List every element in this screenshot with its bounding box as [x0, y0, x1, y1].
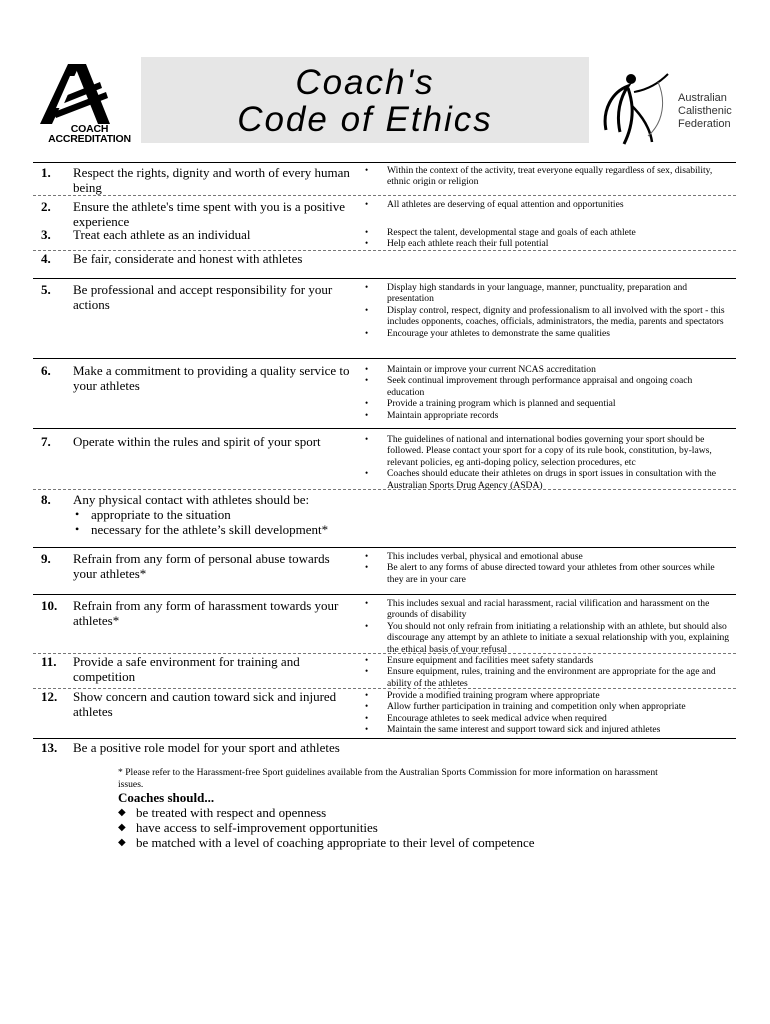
org-name-line2: Calisthenic — [678, 105, 732, 117]
ethics-row-13 — [33, 738, 736, 755]
bullet-item: • Display control, respect, dignity and professionalism to all involved with the sport - this includes opponents, coaches, officials, administrators, the media, parents and spectators — [365, 305, 731, 328]
coaches-should-item: ◆ be matched with a level of coaching appropriate to their level of competence — [118, 835, 535, 850]
ethics-row-9 — [33, 547, 736, 585]
ethics-row-7 — [33, 428, 736, 491]
row-number: 4. — [41, 251, 51, 266]
org-name-line1: Australian — [678, 92, 727, 104]
bullet-item: • Display high standards in your language, manner, punctuality, preparation and presentation — [365, 282, 731, 305]
row-bullets — [365, 551, 731, 585]
bullet-item: • Encourage athletes to seek medical advice when required — [365, 713, 731, 724]
bullet-item: • The guidelines of national and international bodies governing your sport should be followed. Please contact your sport for a copy of its rule book, constitution, by-laws, relevant policies, eg anti-doping policy, selection procedures, etc — [365, 434, 731, 468]
row-number: 1. — [41, 165, 51, 180]
logo-caption-coach: COACH — [70, 123, 109, 135]
logo-caption-accreditation: ACCREDITATION — [48, 133, 131, 145]
title-banner — [141, 57, 589, 143]
bullet-item: • Help each athlete reach their full potential — [365, 238, 731, 249]
row-principle — [73, 492, 393, 537]
bullet-item: • All athletes are deserving of equal attention and opportunities — [365, 199, 731, 210]
row-number: 10. — [41, 598, 58, 613]
row-principle: Be professional and accept responsibility for your actions — [73, 282, 333, 312]
row-number: 3. — [41, 227, 51, 242]
coaches-should-heading: Coaches should... — [118, 790, 215, 805]
row-number: 7. — [41, 434, 51, 449]
sub-bullet: • necessary for the athlete’s skill development* — [73, 522, 393, 537]
row-bullets — [365, 690, 731, 736]
page-title-line1: Coach's — [295, 63, 435, 102]
coach-accreditation-logo — [40, 62, 135, 152]
row-bullets — [365, 282, 731, 339]
row-principle: Respect the rights, dignity and worth of every human being — [73, 165, 350, 195]
row-principle: Treat each athlete as an individual — [73, 227, 251, 242]
row-principle: Provide a safe environment for training and competition — [73, 654, 300, 684]
row-principle: Make a commitment to providing a quality service to your athletes — [73, 363, 350, 393]
row-number: 11. — [41, 654, 57, 669]
row-principle: Be fair, considerate and honest with athletes — [73, 251, 303, 266]
coach-accreditation-a-icon — [40, 62, 110, 132]
bullet-item: • Provide a training program which is planned and sequential — [365, 398, 731, 409]
bullet-item: • Be alert to any forms of abuse directed toward your athletes from other sources while they are in your care — [365, 562, 731, 585]
row-bullets — [365, 598, 731, 655]
bullet-item: • You should not only refrain from initiating a relationship with an athlete, but should also discourage any attempt by an athlete to initiate a sexual relationship with you, explaining the ethical basis of your refusal — [365, 621, 731, 655]
row-bullets — [365, 655, 731, 689]
row-number: 12. — [41, 689, 58, 704]
row-bullets — [365, 364, 731, 421]
row-number: 13. — [41, 740, 58, 755]
bullet-item: • Respect the talent, developmental stage and goals of each athlete — [365, 227, 731, 238]
row-principle-text: Any physical contact with athletes should be: — [73, 492, 310, 507]
ethics-row-5 — [33, 278, 736, 339]
row-number: 9. — [41, 551, 51, 566]
row-number: 5. — [41, 282, 51, 297]
bullet-item: • Maintain appropriate records — [365, 410, 731, 421]
row-bullets — [365, 434, 731, 491]
row-principle: Ensure the athlete's time spent with you is a positive experience — [73, 199, 346, 229]
bullet-item: • Provide a modified training program where appropriate — [365, 690, 731, 701]
row-principle: Refrain from any form of personal abuse towards your athletes* — [73, 551, 330, 581]
row-number: 8. — [41, 492, 51, 507]
ethics-row-1 — [33, 162, 736, 195]
bullet-item: • Maintain or improve your current NCAS accreditation — [365, 364, 731, 375]
harassment-footnote: * Please refer to the Harassment-free Sport guidelines available from the Australian Sports Commission for more information on harassment issues. — [118, 767, 658, 790]
bullet-item: • Coaches should educate their athletes on drugs in sport issues in consultation with the Australian Sports Drug Agency (ASDA) — [365, 468, 731, 491]
page-title-line2: Code of Ethics — [237, 100, 493, 139]
sub-bullet: • appropriate to the situation — [73, 507, 393, 522]
row-principle: Operate within the rules and spirit of your sport — [73, 434, 321, 449]
bullet-item: • This includes sexual and racial harassment, racial vilification and harassment on the grounds of disability — [365, 598, 731, 621]
ethics-row-10 — [33, 594, 736, 655]
row-principle: Show concern and caution toward sick and injured athletes — [73, 689, 337, 719]
bullet-item: • Allow further participation in training and competition only when appropriate — [365, 701, 731, 712]
row-principle: Be a positive role model for your sport and athletes — [73, 740, 340, 755]
bullet-item: • This includes verbal, physical and emotional abuse — [365, 551, 731, 562]
bullet-item: • Ensure equipment, rules, training and the environment are appropriate for the age and ability of the athletes — [365, 666, 731, 689]
bullet-item: • Ensure equipment and facilities meet safety standards — [365, 655, 731, 666]
acf-logo — [598, 70, 738, 150]
coaches-should-item: ◆ be treated with respect and openness — [118, 805, 535, 820]
row-number: 2. — [41, 199, 51, 214]
row-bullets — [365, 199, 731, 210]
row-principle: Refrain from any form of harassment towards your athletes* — [73, 598, 339, 628]
row-number: 6. — [41, 363, 51, 378]
calisthenic-figure-icon — [598, 70, 673, 145]
ethics-row-6 — [33, 358, 736, 421]
coaches-should-item: ◆ have access to self-improvement opportunities — [118, 820, 535, 835]
bullet-item: • Maintain the same interest and support toward sick and injured athletes — [365, 724, 731, 735]
bullet-item: • Encourage your athletes to demonstrate the same qualities — [365, 328, 731, 339]
coaches-should-section — [118, 790, 535, 850]
bullet-item: • Within the context of the activity, treat everyone equally regardless of sex, disability, ethnic origin or religion — [365, 165, 731, 188]
row-bullets — [365, 227, 731, 250]
row-bullets — [365, 165, 731, 188]
bullet-item: • Seek continual improvement through performance appraisal and ongoing coach education — [365, 375, 731, 398]
org-name-line3: Federation — [678, 118, 731, 130]
